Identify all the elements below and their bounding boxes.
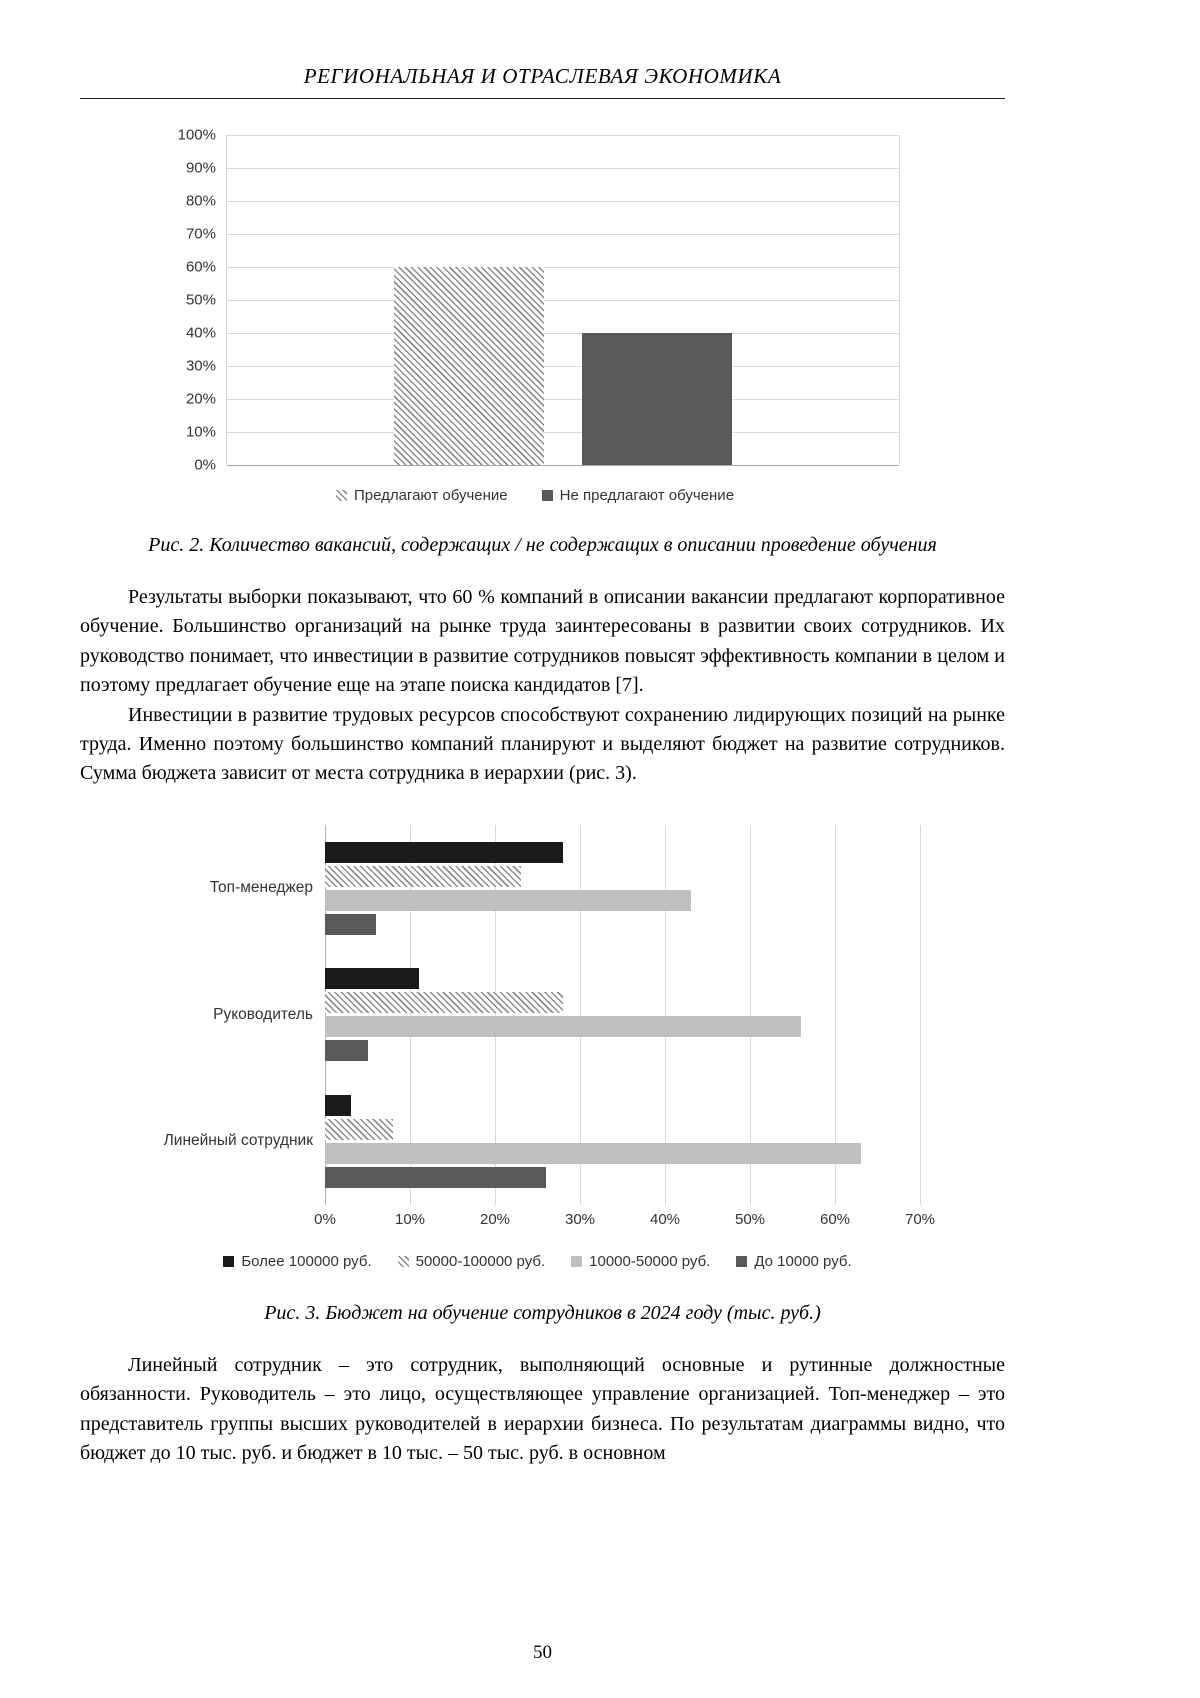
legend-swatch-dark — [736, 1256, 747, 1267]
page-number: 50 — [533, 1642, 552, 1663]
chart2-bar — [325, 842, 563, 863]
legend-label: Не предлагают обучение — [559, 487, 735, 504]
chart2-group-3 — [325, 1095, 920, 1188]
chart2-x-tick-label: 50% — [734, 1210, 766, 1228]
chart2-plot-area — [325, 825, 920, 1205]
legend-label: Более 100000 руб. — [241, 1252, 372, 1270]
chart1-y-tick-label: 60% — [185, 258, 216, 276]
legend-entry — [336, 487, 508, 504]
legend-label: 10000-50000 руб. — [589, 1252, 711, 1270]
training-budget-chart — [155, 825, 936, 1270]
chart2-x-tick-label: 0% — [314, 1210, 336, 1228]
chart1-bar-1 — [394, 267, 544, 465]
legend-swatch-hatched — [398, 1256, 409, 1267]
legend-entry — [736, 1253, 851, 1270]
chart2-bar — [325, 866, 521, 887]
vacancy-training-chart — [170, 126, 900, 504]
chart2-bar — [325, 914, 376, 935]
chart1-body — [170, 126, 900, 474]
figure3-caption: Рис. 3. Бюджет на обучение сотрудников в 2024 году (тыс. руб.) — [264, 1301, 821, 1324]
paragraph-2: Инвестиции в развитие трудовых ресурсов способствуют сохранению лидирующих позиций на рынке труда. Именно поэтому большинство компаний планируют и выделяют бюджет на развитие сотрудников. Сумма бюджета зависит от места сотрудника в иерархии (рис. 3). — [80, 703, 1005, 785]
legend-label: До 10000 руб. — [754, 1252, 852, 1270]
chart1-bars — [227, 135, 899, 465]
chart2-groups — [325, 825, 920, 1205]
chart2-x-tick-label: 60% — [819, 1210, 851, 1228]
chart2-x-tick-label: 20% — [479, 1210, 511, 1228]
legend-entry — [223, 1253, 371, 1270]
chart1-y-tick-label: 40% — [185, 324, 216, 342]
chart1-y-tick-label: 70% — [185, 225, 216, 243]
paragraph-1: Результаты выборки показывают, что 60 % компаний в описании вакансии предлагают корпоративное обучение. Большинство организаций на рынке труда заинтересованы в развитии своих сотрудников. Их руководство понимает, что инвестиции в развитие сотрудников повысят эффективность компании в целом и поэтому предлагает обучение еще на этапе поиска кандидатов [7]. — [80, 586, 1005, 697]
chart1-plot-area — [226, 135, 900, 465]
chart2-group-1 — [325, 842, 920, 935]
chart2-bar — [325, 1143, 861, 1164]
legend-label: Предлагают обучение — [353, 487, 508, 504]
legend-label: 50000-100000 руб. — [415, 1252, 546, 1270]
chart1-y-tick-label: 100% — [177, 126, 216, 144]
chart1-y-tick-label: 50% — [185, 291, 216, 309]
chart2-bar — [325, 992, 563, 1013]
chart2-body — [155, 825, 920, 1205]
legend-swatch-light — [571, 1256, 582, 1267]
chart2-bar — [325, 1167, 546, 1188]
chart2-category-label: Топ-менеджер — [209, 879, 313, 897]
chart2-x-tick-label: 40% — [649, 1210, 681, 1228]
chart1-legend — [170, 487, 900, 504]
chart1-y-tick-label: 30% — [185, 357, 216, 375]
chart2-bar — [325, 890, 691, 911]
chart2-x-tick-label: 30% — [564, 1210, 596, 1228]
paragraph-3: Линейный сотрудник – это сотрудник, выполняющий основные и рутинные должностные обязанности. Руководитель – это лицо, осуществляющее управление организацией. Топ-менеджер – это представитель группы высших руководителей в иерархии бизнеса. По результатам диаграммы видно, что бюджет до 10 тыс. руб. и бюджет в 10 тыс. – 50 тыс. руб. в основном — [80, 1353, 1005, 1464]
chart2-gridline — [920, 825, 921, 1205]
chart1-bar-2 — [582, 333, 732, 465]
chart2-category-label: Руководитель — [213, 1005, 313, 1023]
legend-entry — [571, 1253, 710, 1270]
chart2-category-labels — [155, 825, 325, 1205]
header-rule — [80, 98, 1005, 99]
chart2-bar — [325, 1040, 368, 1061]
chart2-x-tick-label: 10% — [394, 1210, 426, 1228]
chart1-y-tick-label: 0% — [194, 456, 216, 474]
legend-swatch-hatched — [336, 490, 347, 501]
chart2-group-2 — [325, 968, 920, 1061]
chart2-category-label: Линейный сотрудник — [163, 1132, 313, 1150]
chart2-bar — [325, 1095, 351, 1116]
legend-swatch-dark — [542, 490, 553, 501]
chart1-gridline — [227, 465, 899, 466]
chart1-y-tick-label: 10% — [185, 423, 216, 441]
figure2-caption: Рис. 2. Количество вакансий, содержащих / не содержащих в описании проведение обучения — [148, 534, 937, 556]
chart2-bar — [325, 1016, 801, 1037]
page-header — [80, 64, 1005, 99]
chart2-legend — [155, 1253, 920, 1270]
chart2-x-tick-label: 70% — [904, 1210, 936, 1228]
legend-entry — [542, 487, 734, 504]
chart2-bar — [325, 1119, 393, 1140]
chart1-y-tick-label: 80% — [185, 192, 216, 210]
chart1-y-tick-label: 20% — [185, 390, 216, 408]
section-title: РЕГИОНАЛЬНАЯ И ОТРАСЛЕВАЯ ЭКОНОМИКА — [303, 64, 782, 88]
legend-swatch-black — [223, 1256, 234, 1267]
legend-entry — [398, 1253, 546, 1270]
chart1-y-tick-label: 90% — [185, 159, 216, 177]
chart1-y-axis — [170, 126, 226, 474]
chart2-x-axis — [314, 1210, 936, 1233]
chart2-bar — [325, 968, 419, 989]
